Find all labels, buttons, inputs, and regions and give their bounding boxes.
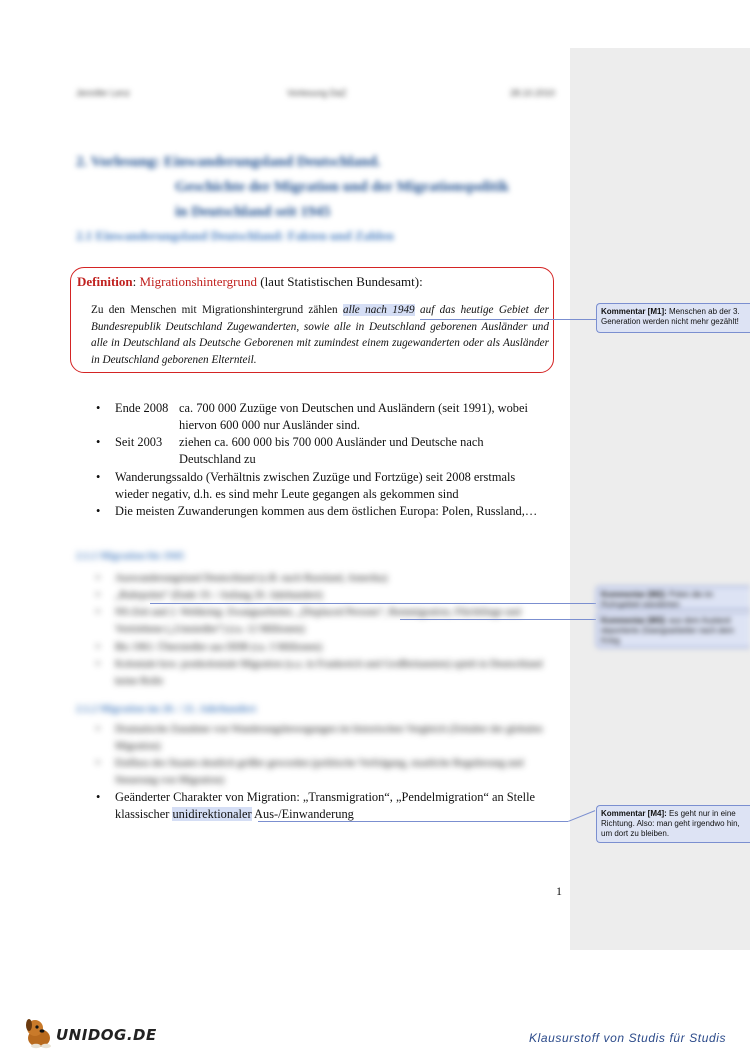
- header-author: Jennifer Lenz: [76, 88, 131, 98]
- highlight-m1[interactable]: alle nach 1949: [343, 304, 415, 316]
- definition-term: Migrationshintergrund: [139, 274, 257, 289]
- header-course: Vorlesung DaZ: [287, 88, 347, 98]
- title-line-1: 2. Vorlesung: Einwanderungsland Deutschland.: [76, 154, 381, 170]
- page-title: [76, 150, 566, 225]
- highlight-m4[interactable]: unidirektionaler: [172, 807, 252, 821]
- dog-icon: [22, 1016, 58, 1050]
- connector-m2: [150, 603, 596, 604]
- document-page: Jennifer Lenz Vorlesung DaZ 28.10.2010 2. Vorlesung: Einwanderungsland Deutschland. Geschichte der Migration und der Migrationspolitik in Deutschland seit 1945 2.1 Einwanderungsland Deutschland: Fakten und Zahlen Definition: Migrationshintergrund (laut Statistischen Bundesamt): Zu den Menschen mit Migrationshintergrund zählen alle nach 1949 auf das heutige Gebiet der Bundesrepublik Deutschland Zugewanderten, sowie alle in Deutschland geborenen Ausländer und alle in Deutschland als Deutsche Geborenen mit zumindest einem zugewanderten oder als Ausländer in Deutschland geborenen Elternteil. • Ende 2008 ca. 700 000 Zuzüge von Deutschen und Ausländern (seit 1991), wobei hiervon 600 000 nur Ausländer sind. • Seit 2003 ziehen ca. 600 000 bis 700 000 Ausländer und Deutsche nach Deutschland zu • Wanderungssaldo (Verhältnis zwischen Zuzüge und Fortzüge) seit 2008 erstmals wieder negativ, d.h. es sind mehr Leute gegangen als gekommen sind • Die meisten Zuwanderungen kommen aus dem östlichen Europa: Polen, Russland,… 2.1.1 Migration bis 1945 • Auswanderungsland Deutschland (z.B. nach Russland, Amerika) • „Ruhrpolen“ (Ende 19. / Anfang 20. Jahrhundert) • NS-Zeit und 2. Weltkrieg: Zwangsarbeiter, „Displaced Persons“, Remmigration, Flüchtlinge und Vertriebene („Umsiedler“) (ca. 12 Millionen) • Bis 1961: Übersiedler aus DDR (ca. 3 Millionen) • Koloniale bzw. postkoloniale Migration (u.a. in Frankreich und Großbritannien) spielt in Deutschland keine Rolle 2.1.2 Migration im 20. / 21. Jahrhundert • Dramatische Zunahme von Wanderungsbewegungen im historischen Vergleich (Zeitalter der globalen Migration) • Einfluss des Staates deutlich größer geworden (politische Verfolgung, staatliche Regulierung und Steuerung von Migration) • Geänderter Charakter von Migration: „Transmigration“, „Pendelmigration“ an Stelle klassischer unidirektionaler Aus-/Einwanderung 1: [0, 0, 570, 950]
- header-date: 28.10.2010: [510, 88, 556, 98]
- comment-m1[interactable]: Kommentar [M1]: Menschen ab der 3. Generation werden nicht mehr gezählt!: [596, 303, 750, 333]
- subsection-heading-212: 2.1.2 Migration im 20. / 21. Jahrhundert: [76, 704, 257, 715]
- title-line-3: in Deutschland seit 1945: [175, 204, 331, 220]
- connector-m3: [400, 619, 596, 620]
- brand-name: UNIDOG.DE: [56, 1026, 157, 1044]
- connector-m1: [420, 319, 568, 320]
- definition-label: Definition: [77, 274, 133, 289]
- page-number: 1: [556, 884, 562, 898]
- definition-text: Zu den Menschen mit Migrationshintergrund zählen alle nach 1949 auf das heutige Gebiet der Bundesrepublik Deutschland Zugewanderten, sowie alle in Deutschland geborenen Ausländer und alle in Deutschland als Deutsche Geborenen mit zumindest einem zugewanderten oder als Ausländer in Deutschland geborenen Elternteil.: [91, 304, 550, 366]
- unidog-logo[interactable]: [22, 1016, 157, 1050]
- connector-m1-tail: [568, 319, 597, 320]
- definition-source: (laut Statistischen Bundesamt):: [260, 274, 423, 289]
- comment-m2[interactable]: Kommentar [M2]: Polen die im Ruhrgebiet wanderten: [596, 586, 750, 610]
- connector-m4: [258, 821, 568, 822]
- comment-m4[interactable]: Kommentar [M4]: Es geht nur in eine Richtung. Also: man geht irgendwo hin, um dort zu bleiben.: [596, 805, 750, 843]
- section-heading: 2.1 Einwanderungsland Deutschland: Fakten und Zahlen: [76, 228, 394, 243]
- definition-title: Definition: Migrationshintergrund (laut Statistischen Bundesamt):: [77, 274, 423, 289]
- comment-m3[interactable]: Kommentar [M3]: aus dem Ausland deportierte Zwangsarbeiter nach dem Krieg: [596, 612, 750, 648]
- footer-tagline: Klausurstoff von Studis für Studis: [529, 1031, 727, 1045]
- title-line-2: Geschichte der Migration und der Migrationspolitik: [175, 179, 510, 195]
- subsection-heading-211: 2.1.1 Migration bis 1945: [76, 551, 185, 562]
